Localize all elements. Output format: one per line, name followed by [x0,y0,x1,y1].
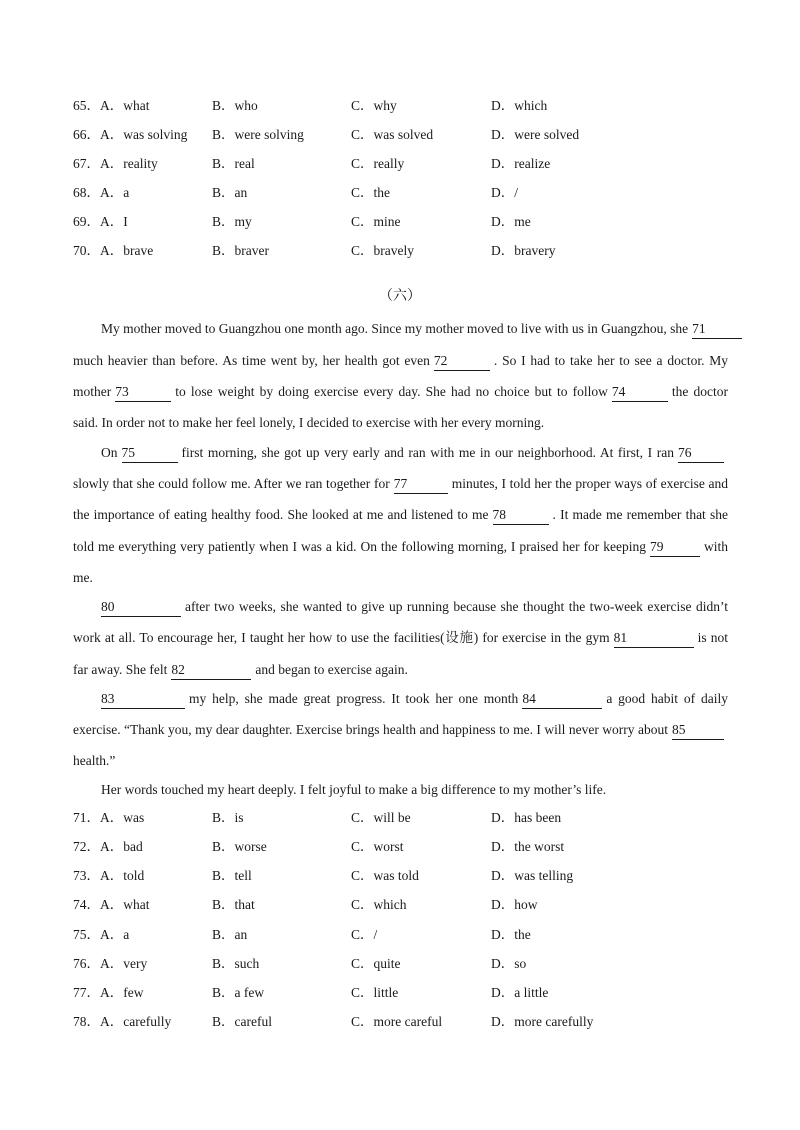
option-row-71 [73,808,773,828]
blank-83: 83 [101,691,185,709]
option-a: 65．A．what [73,98,150,113]
passage-line: health.” [73,753,116,768]
option-row-73 [73,866,773,886]
option-c: C．why [351,98,397,113]
blank-82: 82 [171,662,251,680]
option-d: D．more carefully [491,1014,594,1029]
option-b: B．who [212,98,258,113]
option-c: C．the [351,185,390,200]
option-a: 78．A．carefully [73,1014,172,1029]
option-row-75 [73,925,773,945]
option-c: C．/ [351,927,378,942]
section-title: （六） [379,289,421,304]
option-b: B．tell [212,868,252,883]
option-b: B．a few [212,985,265,1000]
option-c: C．mine [351,214,401,229]
option-row-68 [73,183,773,203]
option-a: 68．A．a [73,185,130,200]
passage-line: 83 my help, she made great progress. It took her one month 84 a good habit of daily [101,688,728,710]
option-c: C．really [351,156,405,171]
option-d: D．has been [491,810,562,825]
option-b: B．were solving [212,127,304,142]
option-d: D．a little [491,985,549,1000]
blank-73: 73 [115,384,171,402]
passage-line: the importance of eating healthy food. She looked at me and listened to me 78 . It made me remember that she [73,504,728,526]
option-b: B．braver [212,243,269,258]
passage-line: said. In order not to make her feel lonely, I decided to exercise with her every morning. [73,415,545,430]
option-row-72 [73,837,773,857]
option-a: 69．A．I [73,214,128,229]
option-d: D．me [491,214,531,229]
blank-75: 75 [122,445,178,463]
option-a: 73．A．told [73,868,145,883]
option-a: 72．A．bad [73,839,143,854]
option-c: C．which [351,897,407,912]
option-b: B．an [212,185,248,200]
passage-line: slowly that she could follow me. After we ran together for 77 minutes, I told her the proper ways of exercise and [73,473,728,495]
blank-71: 71 [692,321,742,339]
option-a: 74．A．what [73,897,150,912]
option-b: B．worse [212,839,267,854]
option-row-76 [73,954,773,974]
passage-line: 80 after two weeks, she wanted to give up running because she thought the two-week exercise didn’t [101,596,728,618]
option-d: D．the worst [491,839,565,854]
blank-72: 72 [434,353,490,371]
option-b: B．careful [212,1014,272,1029]
option-c: C．was told [351,868,419,883]
passage-line: On 75 first morning, she got up very early and ran with me in our neighborhood. At first, I ran 76 [101,442,728,464]
option-a: 75．A．a [73,927,130,942]
option-row-77 [73,983,773,1003]
option-row-67 [73,154,773,174]
option-c: C．will be [351,810,411,825]
option-d: D．which [491,98,548,113]
passage-line: told me everything very patiently when I was a kid. On the following morning, I praised her for keeping 79 with [73,536,728,558]
option-a: 76．A．very [73,956,148,971]
passage-line: Her words touched my heart deeply. I felt joyful to make a big difference to my mother’s life. [101,782,607,797]
option-c: C．more careful [351,1014,443,1029]
passage-line: me. [73,570,93,585]
blank-76: 76 [678,445,724,463]
passage-line: My mother moved to Guangzhou one month ago. Since my mother moved to live with us in Guangzhou, she 71 [101,318,728,340]
option-row-70 [73,241,773,261]
option-c: C．bravely [351,243,414,258]
blank-80: 80 [101,599,181,617]
option-row-66 [73,125,773,145]
option-d: D．realize [491,156,551,171]
option-d: D．/ [491,185,518,200]
blank-78: 78 [493,507,549,525]
blank-74: 74 [612,384,668,402]
option-a: 77．A．few [73,985,144,1000]
option-a: 71．A．was [73,810,145,825]
option-row-69 [73,212,773,232]
option-b: B．such [212,956,260,971]
option-d: D．were solved [491,127,580,142]
passage-line: exercise. “Thank you, my dear daughter. Exercise brings health and happiness to me. I will never worry about 85 [73,719,728,741]
option-a: 66．A．was solving [73,127,188,142]
blank-85: 85 [672,722,724,740]
option-a: 70．A．brave [73,243,154,258]
passage-line: work at all. To encourage her, I taught her how to use the facilities(设施) for exercise in the gym 81 is not [73,627,728,649]
option-b: B．that [212,897,255,912]
option-d: D．so [491,956,527,971]
option-b: B．an [212,927,248,942]
option-d: D．the [491,927,531,942]
option-row-65 [73,96,773,116]
blank-79: 79 [650,539,700,557]
passage-line: far away. She felt 82 and began to exercise again. [73,659,728,681]
option-d: D．bravery [491,243,556,258]
option-c: C．was solved [351,127,434,142]
option-row-78 [73,1012,773,1032]
option-b: B．is [212,810,244,825]
option-row-74 [73,895,773,915]
option-d: D．was telling [491,868,574,883]
blank-77: 77 [394,476,448,494]
option-c: C．worst [351,839,404,854]
option-c: C．quite [351,956,401,971]
option-b: B．my [212,214,252,229]
passage-line: much heavier than before. As time went by, her health got even 72 . So I had to take her to see a doctor. My [73,350,728,372]
option-b: B．real [212,156,255,171]
option-c: C．little [351,985,399,1000]
option-d: D．how [491,897,538,912]
passage-line: mother 73 to lose weight by doing exercise every day. She had no choice but to follow 74 the doctor [73,381,728,403]
blank-84: 84 [522,691,602,709]
option-a: 67．A．reality [73,156,158,171]
blank-81: 81 [614,630,694,648]
